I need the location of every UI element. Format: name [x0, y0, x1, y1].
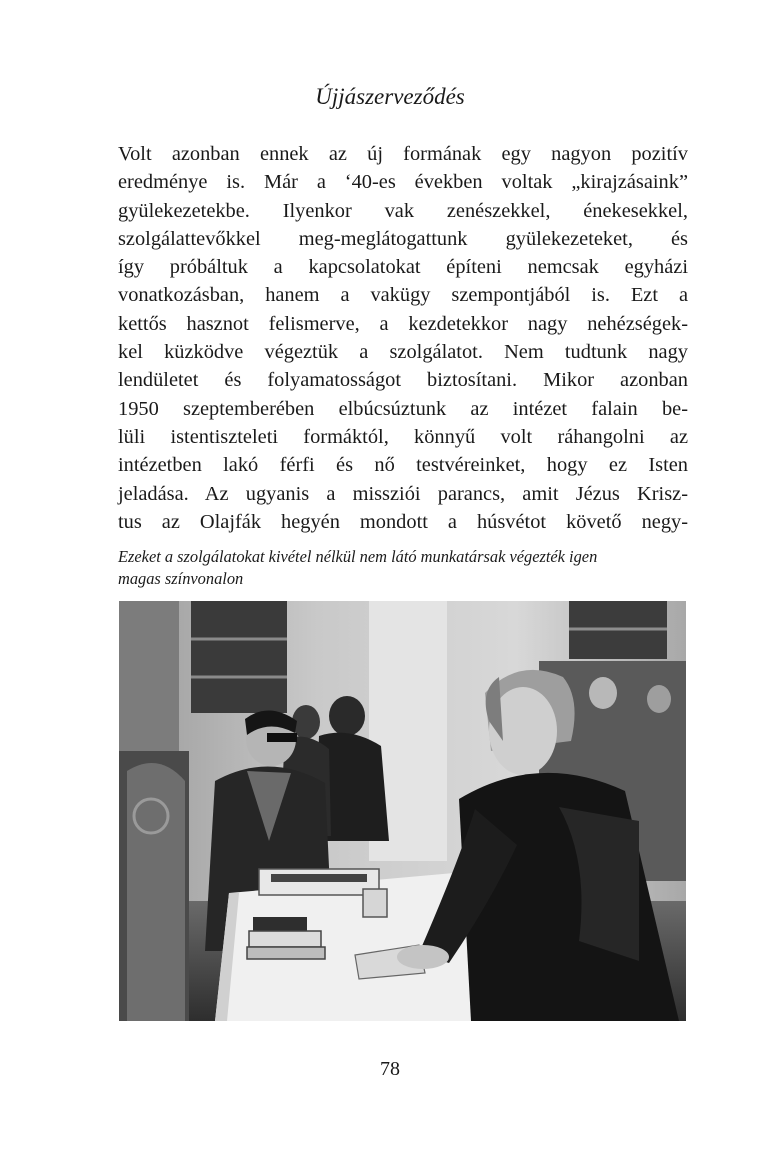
text-line: tus az Olajfák hegyén mondott a húsvétot követő negy-	[118, 510, 688, 533]
text-line: kettős hasznot felismerve, a kezdetekkor nagy nehézségek-	[118, 312, 688, 335]
body-paragraph	[118, 140, 688, 536]
caption-line: Ezeket a szolgálatokat kivétel nélkül nem látó munkatársak végezték igen	[118, 547, 598, 566]
text-line: így próbáltuk a kapcsolatokat építeni nemcsak egyházi	[118, 256, 688, 279]
text-line: vonatkozásban, hanem a vakügy szempontjából is. Ezt a	[118, 284, 688, 307]
photo-caption	[118, 546, 688, 590]
photograph	[119, 601, 686, 1021]
text-line: kel küzködve végeztük a szolgálatot. Nem tudtunk nagy	[118, 341, 688, 364]
running-head: Újjászerveződés	[315, 84, 465, 109]
text-line: lendületet és folyamatosságot biztosítani. Mikor azonban	[118, 369, 688, 392]
text-line: szolgálattevőkkel meg-meglátogattunk gyülekezeteket, és	[118, 227, 688, 250]
text-line: Volt azonban ennek az új formának egy nagyon pozitív	[118, 143, 688, 165]
text-line: lüli istentiszteleti formáktól, könnyű volt ráhangolni az	[118, 425, 688, 448]
caption-line: magas színvonalon	[118, 569, 244, 588]
text-line: eredménye is. Már a ‘40-es években voltak „kirajzásaink”	[118, 171, 688, 194]
text-line: intézetben lakó férfi és nő testvéreinket, hogy ez Isten	[118, 454, 688, 477]
page-number: 78	[380, 1058, 400, 1080]
text-line: 1950 szeptemberében elbúcsúztunk az intézet falain be-	[118, 397, 688, 420]
text-line: jeladása. Az ugyanis a missziói parancs, amit Jézus Krisz-	[118, 482, 688, 505]
text-line: gyülekezetekbe. Ilyenkor vak zenészekkel, énekesekkel,	[118, 199, 688, 222]
